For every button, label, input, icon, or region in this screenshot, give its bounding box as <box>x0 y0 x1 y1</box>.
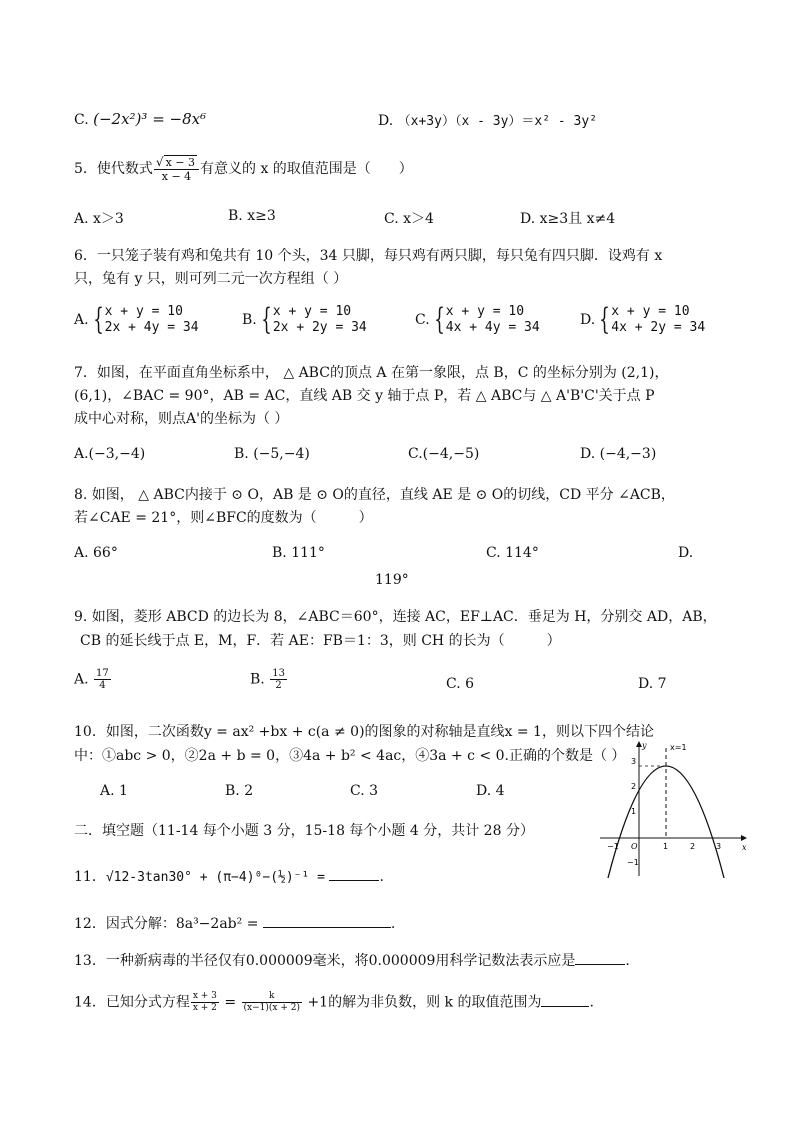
q13-answer-blank[interactable] <box>575 950 625 965</box>
q4-option-d[interactable]: D. （x+3y）（x - 3y）＝x² - 3y² <box>378 113 598 129</box>
q11-answer-blank[interactable] <box>329 866 379 881</box>
q14-answer-blank[interactable] <box>541 992 589 1007</box>
origin-label: O <box>631 842 638 851</box>
q12: 12．因式分解：8a³−2ab² = . <box>74 913 395 933</box>
q6-option-b[interactable]: B. {x + y = 10 2x + 2y = 34 <box>242 302 367 337</box>
q9-option-d[interactable]: D. 7 <box>638 676 667 692</box>
q10-option-a[interactable]: A. 1 <box>100 783 128 799</box>
q9-option-c[interactable]: C. 6 <box>446 676 475 692</box>
q8-option-b[interactable]: B. 111° <box>272 545 325 561</box>
section-2-title: 二．填空题（11-14 每个小题 3 分，15-18 每个小题 4 分，共计 28 分） <box>74 823 534 839</box>
y-tick-3: 3 <box>631 757 637 766</box>
q8-stem-line1: 8. 如图， △ ABC内接于 ⊙ O，AB 是 ⊙ O的直径，直线 AE 是 ⊙ O的切线，CD 平分 ∠ACB， <box>74 487 675 503</box>
q9-option-b[interactable]: B. $\frac{13}{2}$ <box>250 668 285 691</box>
x-tick-neg1: −1 <box>607 842 619 851</box>
q7-stem-line3: 成中心对称，则点A'的坐标为（ ） <box>74 411 289 427</box>
q10-stem-line2: 中：①abc > 0，②2a + b = 0，③4a + b² < 4ac，④3a + c < 0.正确的个数是（ ） <box>74 748 626 764</box>
q7-option-b[interactable]: B. (−5,−4) <box>234 446 310 462</box>
q5-option-a[interactable]: A. x＞3 <box>74 211 124 227</box>
x-tick-3: 3 <box>716 842 722 851</box>
q5-stem: 5．使代数式 $\frac{√ x - 3}{x - 4}$ 有意义的 x 的取值范围是（ ） <box>74 155 413 183</box>
q10-option-c[interactable]: C. 3 <box>350 783 379 799</box>
q12-answer-blank[interactable] <box>263 913 391 928</box>
q7-option-c[interactable]: C.(−4,−5) <box>408 446 480 462</box>
q5-option-d[interactable]: D. x≥3且 x≠4 <box>520 211 616 227</box>
x-tick-2: 2 <box>690 842 696 851</box>
q9-stem-line2: CB 的延长线于点 E，M，F．若 AE：FB＝1：3，则 CH 的长为（ ） <box>80 633 561 649</box>
q8-option-d-value: 119° <box>375 572 409 588</box>
q4-option-c[interactable]: C. (−2x²)³ = −8x⁶ <box>74 110 207 128</box>
y-tick-2: 2 <box>631 782 637 791</box>
q10-stem-line1: 10．如图，二次函数y = ax² +bx + c(a ≠ 0)的图象的对称轴是直线x = 1，则以下四个结论 <box>74 724 654 740</box>
q5-option-b[interactable]: B. x≥3 <box>228 208 276 224</box>
q14: 14．已知分式方程 $\frac{x + 3}{x + 2}$ = $\frac{k}{(x-1)(x + 2)}$ +1的解为非负数，则 k 的取值范围为 . <box>74 991 594 1013</box>
q6-option-d[interactable]: D. {x + y = 10 4x + 2y = 34 <box>580 302 706 337</box>
q7-option-a[interactable]: A.(−3,−4) <box>74 446 146 462</box>
q5-fraction: $\frac{√ x - 3}{x - 4}$ <box>154 155 199 183</box>
y-tick-1: 1 <box>631 807 637 816</box>
q8-stem-line2: 若∠CAE = 21°，则∠BFC的度数为（ ） <box>74 510 373 526</box>
q7-option-d[interactable]: D. (−4,−3) <box>580 446 657 462</box>
q7-stem-line2: (6,1)，∠BAC = 90°，AB = AC，直线 AB 交 y 轴于点 P，若 △ ABC与 △ A'B'C'关于点 P <box>74 388 655 404</box>
q8-option-c[interactable]: C. 114° <box>486 545 539 561</box>
q6-stem-line1: 6．一只笼子装有鸡和兔共有 10 个头，34 只脚，每只鸡有两只脚，每只兔有四只脚．设鸡有 x <box>74 248 663 264</box>
x-tick-1: 1 <box>663 842 669 851</box>
q13: 13．一种新病毒的半径仅有0.000009毫米，将0.000009用科学记数法表示应是 . <box>74 950 630 970</box>
q9-stem-line1: 9. 如图，菱形 ABCD 的边长为 8，∠ABC＝60°，连接 AC，EF⊥AC．垂足为 H，分别交 AD，AB， <box>74 609 717 625</box>
q4-option-d-expr: （x+3y）（x - 3y）＝x² - 3y² <box>397 114 598 129</box>
q4-option-c-expr: (−2x²)³ = −8x⁶ <box>93 110 207 128</box>
q6-stem-line2: 只，兔有 y 只，则可列二元一次方程组（ ） <box>74 271 348 287</box>
q5-option-c[interactable]: C. x＞4 <box>384 211 434 227</box>
q10-option-b[interactable]: B. 2 <box>225 783 254 799</box>
q10-option-d[interactable]: D. 4 <box>476 783 505 799</box>
q9-option-a[interactable]: A. $\frac{17}{4}$ <box>74 668 109 691</box>
parabola-graph <box>598 738 758 880</box>
q8-option-a[interactable]: A. 66° <box>74 545 118 561</box>
symmetry-label: x=1 <box>670 743 687 752</box>
q11: 11．√12-3tan30° + (π−4)⁰−(½)⁻¹ = . <box>74 866 384 886</box>
y-tick-neg1: −1 <box>627 858 639 867</box>
q6-option-c[interactable]: C. {x + y = 10 4x + 4y = 34 <box>415 302 540 337</box>
q8-option-d[interactable]: D. <box>678 545 694 561</box>
q7-stem-line1: 7．如图，在平面直角坐标系中， △ ABC的顶点 A 在第一象限，点 B，C 的坐标分别为 (2,1)， <box>74 365 669 381</box>
q6-option-a[interactable]: A. {x + y = 10 2x + 4y = 34 <box>74 302 199 337</box>
y-axis-label: y <box>642 741 647 750</box>
x-axis-label: x <box>742 843 747 852</box>
